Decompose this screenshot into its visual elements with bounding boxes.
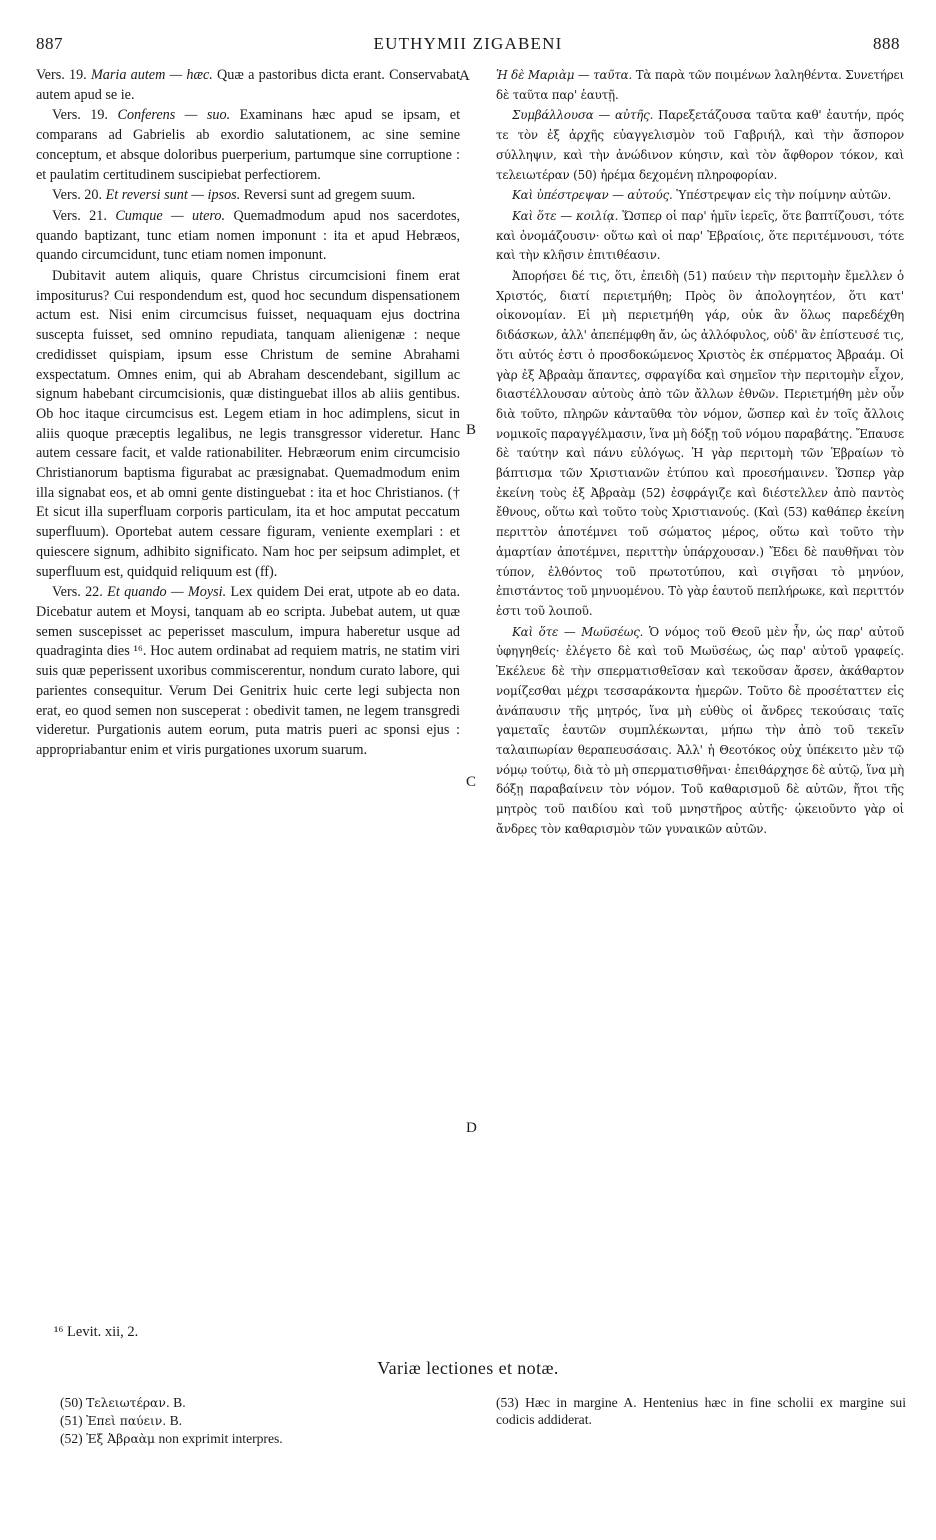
note-number: (51)	[60, 1413, 83, 1428]
commentary-text: Τὰ παρὰ τῶν ποιμένων λαληθέντα. Συνετήρει δὲ ταῦτα παρ' ἑαυτῇ.	[496, 68, 904, 102]
verse-ref: Vers. 19.	[52, 107, 108, 124]
lemma: Maria autem — hæc.	[90, 67, 213, 83]
commentary-text: Quæ a pastoribus dicta erant. Conservabat autem apud se ie.	[36, 67, 461, 103]
lemma: Conferens — suo.	[117, 107, 231, 124]
greek-paragraph	[496, 267, 904, 622]
greek-paragraph	[496, 186, 904, 206]
note-item	[60, 1394, 480, 1412]
note-greek: Τελειωτέραν.	[86, 1396, 170, 1410]
note-text: non exprimit interpres.	[158, 1431, 283, 1446]
lemma: Et quando — Moysi.	[107, 584, 227, 601]
note-text: (53) Hæc in margine A. Hentenius hæc in fine scholii ex margine sui codicis addiderat.	[496, 1395, 906, 1427]
lemma: Cumque — utero.	[115, 207, 226, 224]
running-head	[36, 34, 900, 56]
greek-paragraph	[496, 66, 904, 105]
greek-paragraph	[496, 623, 904, 840]
lemma: Et reversi sunt — ipsos.	[105, 187, 241, 204]
footnote: ¹⁶ Levit. xii, 2.	[54, 1324, 139, 1340]
running-title: EUTHYMII ZIGABENI	[373, 34, 563, 53]
margin-letter-c: C	[466, 774, 477, 790]
margin-letter-b: B	[466, 422, 477, 438]
note-text: B.	[169, 1413, 183, 1428]
lemma: Καὶ ὅτε — κοιλίᾳ.	[512, 208, 619, 223]
commentary-text: Παρεξετάζουσα ταῦτα καθ' ἑαυτήν, πρός τε τὸν ἐξ ἀρχῆς εὐαγγελισμὸν τοῦ Γαβριήλ, καὶ τὴν ἄσπορον σύλληψιν, καὶ τὴν ἀνώδινον κύησιν, καὶ τὸν ἄφθορον τόκον, καὶ τελειωτέραν (50) ἠρέμα δεχομένη πληροφορίαν.	[496, 108, 904, 182]
commentary-text: Dubitavit autem aliquis, quare Christus circumcisioni finem erat impositurus? Cui respondendum est, quod hoc secundum dispensationem actum est. Nisi enim circumcisus fuisset, nequaquam ejus doctrina suscepta fuisset, sed omnino repudiata, tanquam alienigenæ : neque credidisset quispiam, ipsum esse Christum de semine Abrahami exspectatum. Omnes enim, qui ab Abraham descendebant, sigillum ac signum habebant circumcisionis, quæ distinguebat illos ab aliis gentibus. Ob hoc itaque circumcisus est. Legem etiam in hoc adimplens, sicut in aliis quoque præceptis legalibus, ne legis transgressor videretur. Hanc autem cessare facit, et valde rationabiliter. Hebræorum enim circumcisio Christianorum baptisma figurabat ac præsignabat. Quemadmodum enim illa signabat eos, et ab omni gente distinguebat : ita et hoc Christianos. († Et sicut illa superfluam corporis particulam, ita et hoc amputat peccatum superfluum). Oportebat autem cessare figuram, veniente exemplari : et quiescere signum, adhibito significato. Nam hoc per seipsum adimplet, et superfluum est, quidquid reliquum est (ff).	[36, 268, 460, 580]
commentary-text: Quemadmodum apud nos sacerdotes, quando baptizant, tunc etiam nomen imponunt : ita et apud Hebræos, quando circumcidunt, tunc etiam nomen imponunt.	[36, 207, 461, 264]
latin-paragraph	[36, 106, 460, 185]
note-item	[60, 1412, 480, 1430]
note-number: (50)	[60, 1395, 83, 1410]
commentary-text: Ὑπέστρεψαν εἰς τὴν ποίμνην αὐτῶν.	[676, 188, 892, 203]
verse-ref: Vers. 20.	[52, 187, 103, 204]
commentary-text: Examinans hæc apud se ipsam, et comparans ad Gabrielis ab exordio salutationem, ac sine semine conceptum, et absque doloribus puerperium, partumque sine corruptione : et paulatim certitudinem suscipiebat perfectiorem.	[36, 107, 461, 183]
lemma: Καὶ ὅτε — Μωϋσέως.	[512, 624, 644, 639]
note-greek: Ἐξ Ἀβραὰμ	[86, 1432, 156, 1446]
commentary-text: Lex quidem Dei erat, utpote ab eo data. Dicebatur autem et Moysi, tanquam ab eo scripta. Jubebat autem, ut quæ semen suscepisset ac peperisset masculum, impura haberetur usque ad quadraginta dies ¹⁶. Hoc autem ordinabat ad requiem matris, ne statim viri suis quæ peperissent uxoribus commiscerentur, nondum curato labore, qui parientes consequitur. Verum Dei Genitrix huic certe legi subjecta non erat, eo quod semen non susceperat : obedivit tamen, ne legem transgredi videretur. Purgationis autem eorum, puta matris pueri ac sponsi ejus : appropriabantur enim et viris purgationes uxorum suarum.	[36, 584, 461, 758]
commentary-text: Ἀπορήσει δέ τις, ὅτι, ἐπειδὴ (51) παύειν τὴν περιτομὴν ἔμελλεν ὁ Χριστός, διατί περιετμήθη; Πρὸς ὃν ἀπολογητέον, ὅτι κατ' οἰκονομίαν. Εἰ μὴ περιετμήθη γάρ, οὐκ ἂν ὅλως παρεδέχθη διδάσκων, ἀλλ' ἀπεπέμφθη ἄν, ὡς ἀλλόφυλος, οὐδ' ἂν ἐπίστευσέ τις, ὅτι αὐτός ἐστι ὁ προσδοκώμενος Χριστὸς ἐκ σπέρματος Ἀβραάμ. Οἱ γὰρ ἐξ Ἀβραὰμ ἅπαντες, σφραγίδα καὶ σημεῖον τὴν περιτομὴν εἶχον, διαστέλλουσαν αὐτοὺς ἀπὸ τῶν ἄλλων ἐθνῶν. Περιετμήθη μὲν οὖν διὰ τοῦτο, πληρῶν κἀνταῦθα τὸν νόμον, ὥσπερ καὶ ἐν τοῖς ἄλλοις νομικοῖς παραγγέλμασιν, ἵνα μὴ δόξῃ τοῦ νόμου παραβάτης. Ἔπαυσε δὲ ταύτην καὶ πάνυ εὐλόγως. Ἡ γὰρ περιτομὴ τῶν Ἑβραίων τὸ βάπτισμα τῶν Χριστιανῶν ἐτύπου καὶ προεσήμαινεν. Ὥσπερ γὰρ ἐκείνη τοὺς ἐξ Ἀβραὰμ (52) ἐσφράγιζε καὶ διέστελλεν ἀπὸ παντὸς ἔθνους, οὕτω καὶ τοῦτο τοὺς Χριστιανούς. (Καὶ (53) καθάπερ ἐκείνη περιττὸν ἀποτέμνει τοῦ σώματος μέρος, οὕτω καὶ τοῦτο τὴν ἁμαρτίαν ἀποτέμνει, περιττὴν ὑπάρχουσαν.) Ἔδει δὲ παυθῆναι τὸν τύπον, ἐλθόντος τοῦ πρωτοτύπου, καὶ σιγῆσαι τὸ μηνύον, ἐπιστάντος τοῦ μηνυομένου. Τὸ γὰρ ἑαυτοῦ πεπλήρωκε, καὶ περιττόν ἐστι τοῦ λοιποῦ.	[496, 269, 904, 618]
margin-letter-d: D	[466, 1120, 477, 1136]
commentary-text: Ὁ νόμος τοῦ Θεοῦ μὲν ἦν, ὡς παρ' αὐτοῦ ὑφηγηθείς· ἐλέγετο δὲ καὶ τοῦ Μωϋσέως, ὡς παρ' αὐτοῦ γραφείς. Ἐκέλευε δὲ τὴν σπερματισθεῖσαν καὶ τεκοῦσαν ἄρσεν, ἀκάθαρτον νομίζεσθαι μέχρι τεσσαράκοντα ἡμερῶν. Τοῦτο δὲ προσέταττεν εἰς ἀνάπαυσιν τῆς μητρός, ἵνα μὴ εὐθὺς οἱ ἄνδρες τεκούσαις ταῖς γαμεταῖς ἑαυτῶν συμπλέκωνται, μήπω τὴν ἀπὸ τοῦ τεκεῖν ταλαιπωρίαν θεραπευσάσαις. Ἀλλ' ἡ Θεοτόκος οὐχ ὑπέκειτο μὲν τῷ νόμῳ τούτῳ, διὰ τὸ μὴ σπερματισθῆναι· ἐπειθάρχησε δὲ αὐτῷ, ἵνα μὴ δόξῃ παραβαίνειν τὸν νόμον. Τοῦ καθαρισμοῦ δὲ αὐτῶν, ἤτοι τῆς μητρὸς τοῦ παιδίου καὶ τοῦ μνηστῆρος αὐτῆς· ᾠκειοῦντο γὰρ οἱ ἄνδρες τὸν καθαρισμὸν τῶν γυναικῶν αὐτῶν.	[496, 624, 904, 836]
commentary-text: Reversi sunt ad gregem suum.	[243, 187, 416, 204]
lemma: Συμβάλλουσα — αὐτῆς.	[512, 108, 654, 123]
latin-paragraph	[36, 66, 460, 105]
latin-paragraph	[36, 207, 460, 266]
latin-paragraph	[36, 583, 460, 760]
greek-paragraph	[496, 207, 904, 266]
verse-ref: Vers. 22.	[52, 584, 103, 601]
lemma: Καὶ ὑπέστρεψαν — αὐτούς.	[512, 188, 673, 203]
notes-right	[496, 1394, 906, 1428]
note-number: (52)	[60, 1431, 83, 1446]
verse-ref: Vers. 21.	[52, 207, 107, 224]
greek-column	[496, 66, 904, 840]
note-item	[60, 1430, 480, 1448]
page-number-right: 888	[873, 34, 900, 53]
margin-letter-a: A	[459, 68, 470, 84]
commentary-text: Ὥσπερ οἱ παρ' ἡμῖν ἱερεῖς, ὅτε βαπτίζουσι, τότε καὶ ὀνομάζουσιν· οὕτω καὶ οἱ παρ' Ἑβραίοις, ὅτε περιτέμνουσι, τότε καὶ τὴν κλῆσιν ἐπιτιθέασιν.	[496, 208, 904, 263]
lemma: Ἡ δὲ Μαριὰμ — ταῦτα.	[496, 68, 633, 82]
note-greek: Ἐπεὶ παύειν.	[86, 1414, 167, 1428]
notes-left	[60, 1394, 480, 1448]
latin-paragraph	[36, 186, 460, 206]
latin-column	[36, 66, 460, 762]
page-number-left: 887	[36, 34, 63, 53]
verse-ref: Vers. 19.	[36, 67, 87, 83]
greek-paragraph	[496, 106, 904, 185]
notes-title: Variæ lectiones et notæ.	[377, 1358, 559, 1378]
latin-paragraph	[36, 267, 460, 582]
note-text: B.	[173, 1395, 186, 1410]
